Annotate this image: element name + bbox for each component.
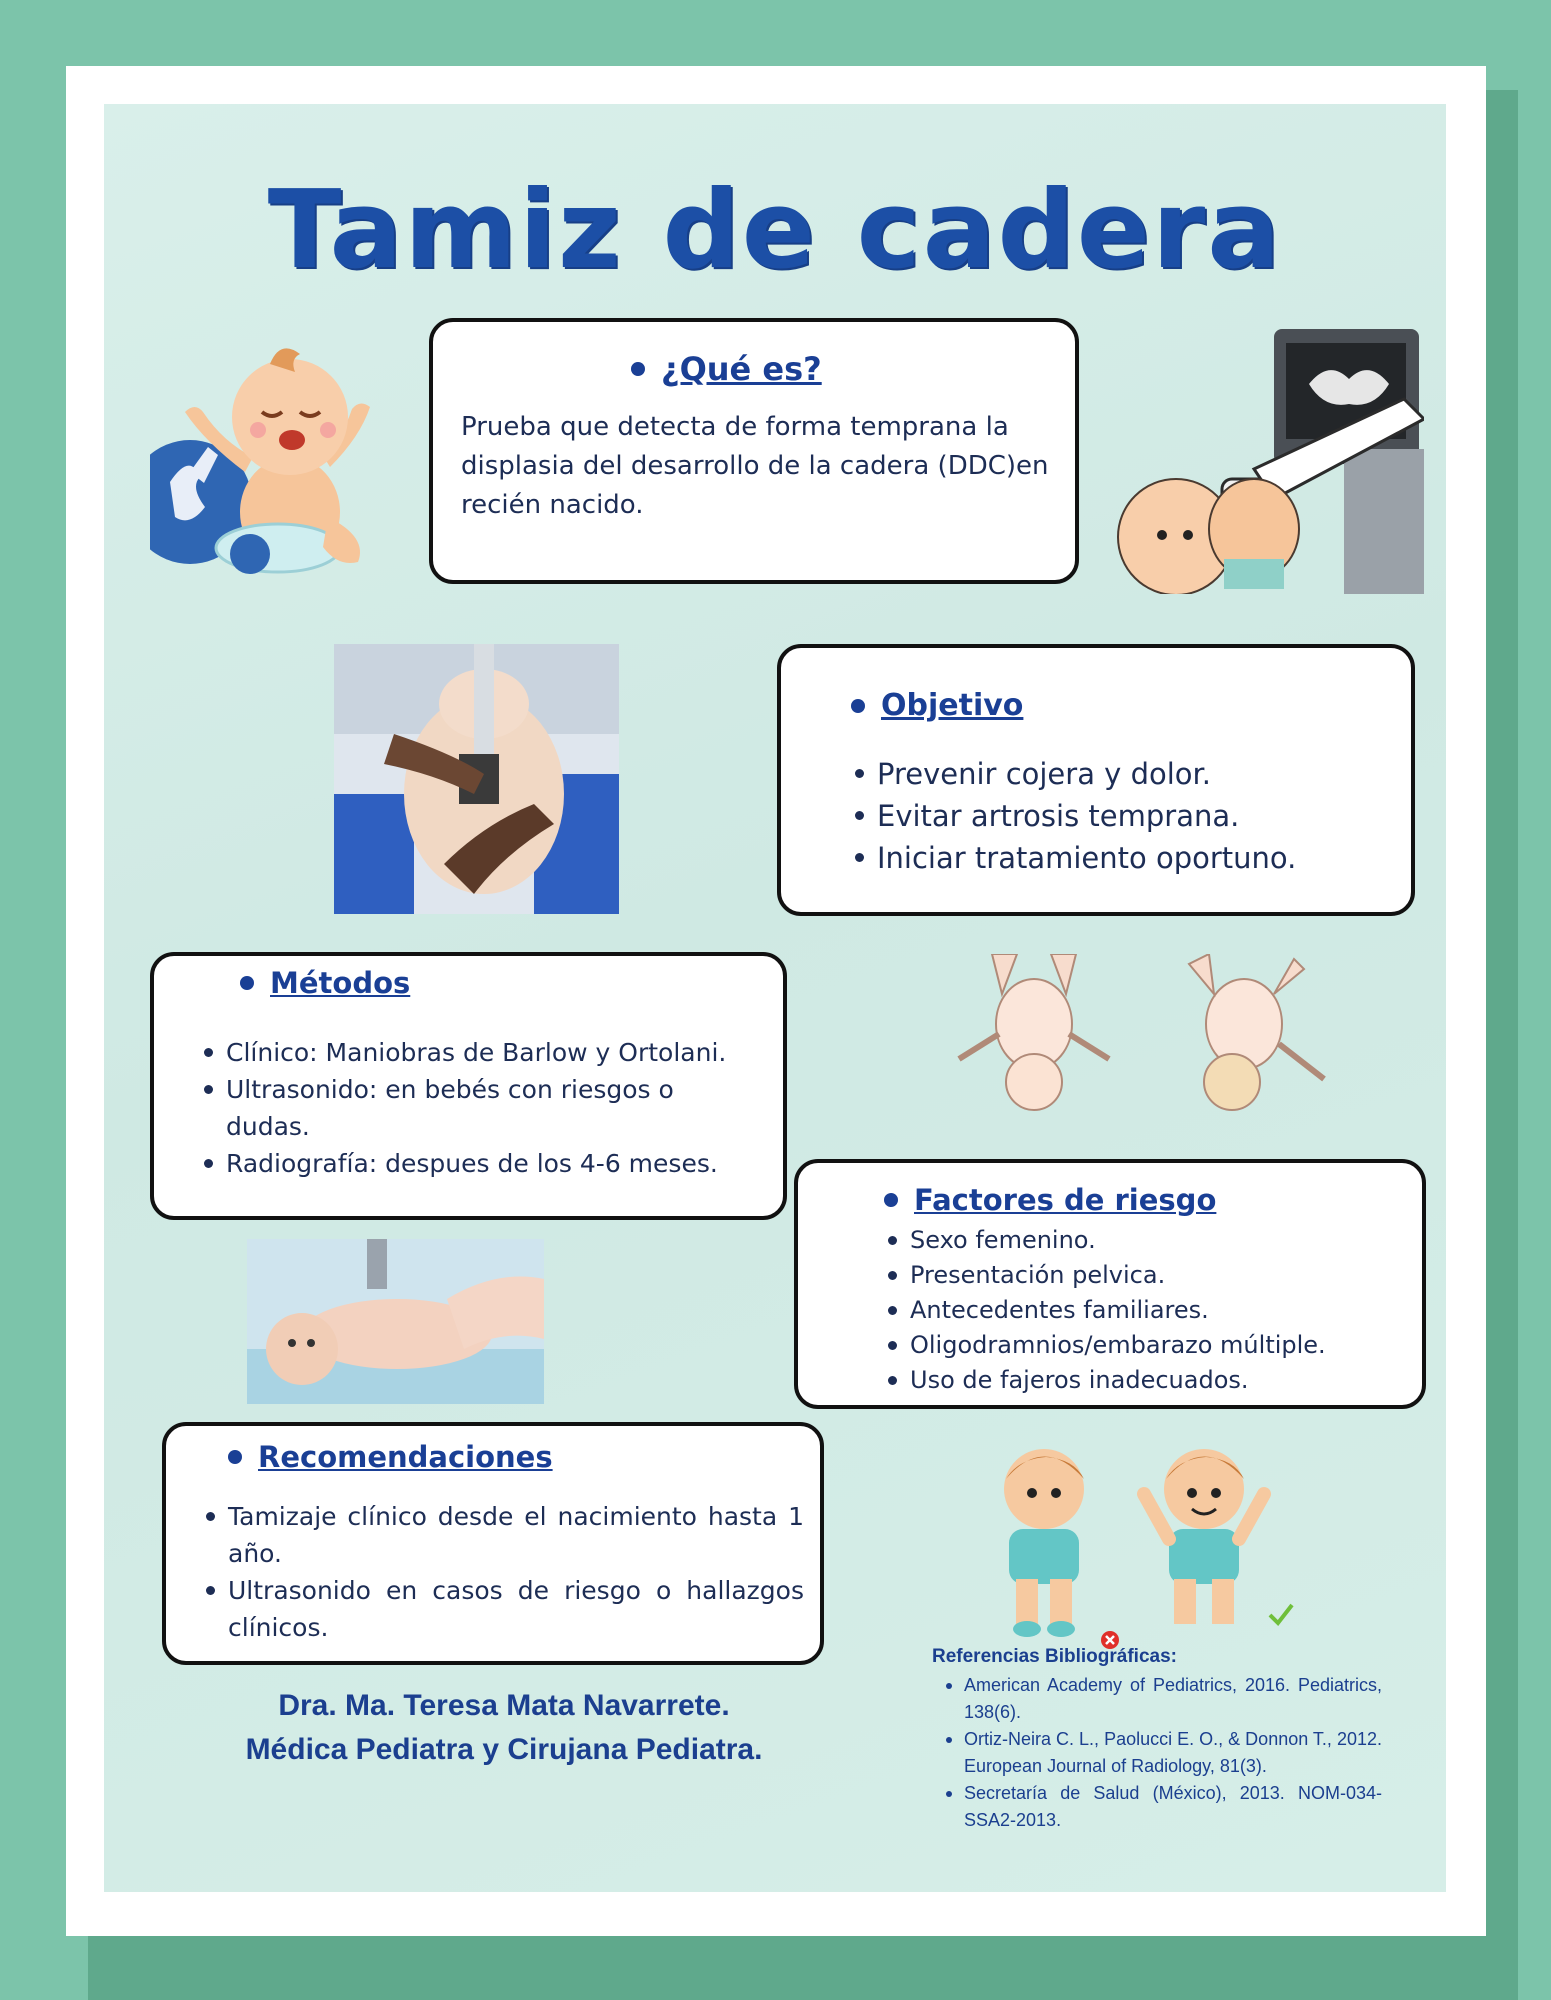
author-role: Médica Pediatra y Cirujana Pediatra. <box>245 1733 763 1766</box>
references-list <box>932 1672 1382 1834</box>
bullet-icon <box>884 1193 898 1207</box>
poster-title: Tamiz de cadera <box>267 168 1283 293</box>
list-item: Antecedentes familiares. <box>884 1293 1402 1328</box>
objetivo-heading <box>851 688 1387 723</box>
factores-heading-text: Factores de riesgo <box>914 1183 1217 1217</box>
references-title: Referencias Bibliográficas: <box>932 1646 1177 1667</box>
bullet-icon <box>851 699 865 713</box>
crying-baby-illustration <box>150 312 380 582</box>
objetivo-list <box>851 753 1387 879</box>
ultrasound-machine-illustration <box>1104 329 1424 594</box>
objetivo-card <box>777 644 1415 916</box>
list-item: Tamizaje clínico desde el nacimiento hasta 1 año. <box>202 1498 804 1572</box>
author-name: Dra. Ma. Teresa Mata Navarrete. <box>278 1689 730 1722</box>
metodos-card <box>150 952 787 1220</box>
baby-exam-photo <box>247 1239 544 1404</box>
factores-list <box>884 1223 1402 1398</box>
list-item: Iniciar tratamiento oportuno. <box>851 837 1387 879</box>
references <box>932 1646 1382 1834</box>
list-item: Radiografía: despues de los 4-6 meses. <box>200 1145 763 1182</box>
reference-item: Secretaría de Salud (México), 2013. NOM-034-SSA2-2013. <box>932 1780 1382 1834</box>
reference-item: Ortiz-Neira C. L., Paolucci E. O., & Donnon T., 2012. European Journal of Radiology, 81(3). <box>932 1726 1382 1780</box>
recomendaciones-card <box>162 1422 824 1665</box>
metodos-heading-text: Métodos <box>270 966 411 1000</box>
list-item: Sexo femenino. <box>884 1223 1402 1258</box>
ultrasound-photo <box>334 644 619 914</box>
bullet-icon <box>228 1450 242 1464</box>
list-item: Evitar artrosis temprana. <box>851 795 1387 837</box>
metodos-heading <box>200 966 763 1000</box>
list-item: Clínico: Maniobras de Barlow y Ortolani. <box>200 1034 763 1071</box>
bullet-icon <box>631 362 645 376</box>
poster <box>104 104 1446 1892</box>
list-item: Ultrasonido: en bebés con riesgos o dudas. <box>200 1071 763 1145</box>
objetivo-heading-text: Objetivo <box>881 688 1024 723</box>
list-item: Prevenir cojera y dolor. <box>851 753 1387 795</box>
que-es-heading-text: ¿Qué es? <box>661 350 822 388</box>
list-item: Ultrasonido en casos de riesgo o hallazgos clínicos. <box>202 1572 804 1646</box>
factores-card <box>794 1159 1426 1409</box>
factores-heading <box>884 1183 1402 1217</box>
metodos-list <box>200 1034 763 1182</box>
list-item: Oligodramnios/embarazo múltiple. <box>884 1328 1402 1363</box>
recomendaciones-heading-text: Recomendaciones <box>258 1440 553 1474</box>
que-es-heading <box>461 350 1051 388</box>
reference-item: American Academy of Pediatrics, 2016. Pediatrics, 138(6). <box>932 1672 1382 1726</box>
check-mark-icon <box>1266 1599 1296 1629</box>
recomendaciones-list <box>202 1498 804 1646</box>
children-hip-illustration <box>984 1449 1304 1644</box>
author-block <box>164 1684 844 1772</box>
list-item: Presentación pelvica. <box>884 1258 1402 1293</box>
list-item: Uso de fajeros inadecuados. <box>884 1363 1402 1398</box>
que-es-text: Prueba que detecta de forma temprana la displasia del desarrollo de la cadera (DDC)en recién nacido. <box>461 412 1049 520</box>
que-es-card <box>429 318 1079 584</box>
bullet-icon <box>240 976 254 990</box>
recomendaciones-heading <box>202 1440 804 1474</box>
barlow-ortolani-illustration <box>954 954 1334 1114</box>
